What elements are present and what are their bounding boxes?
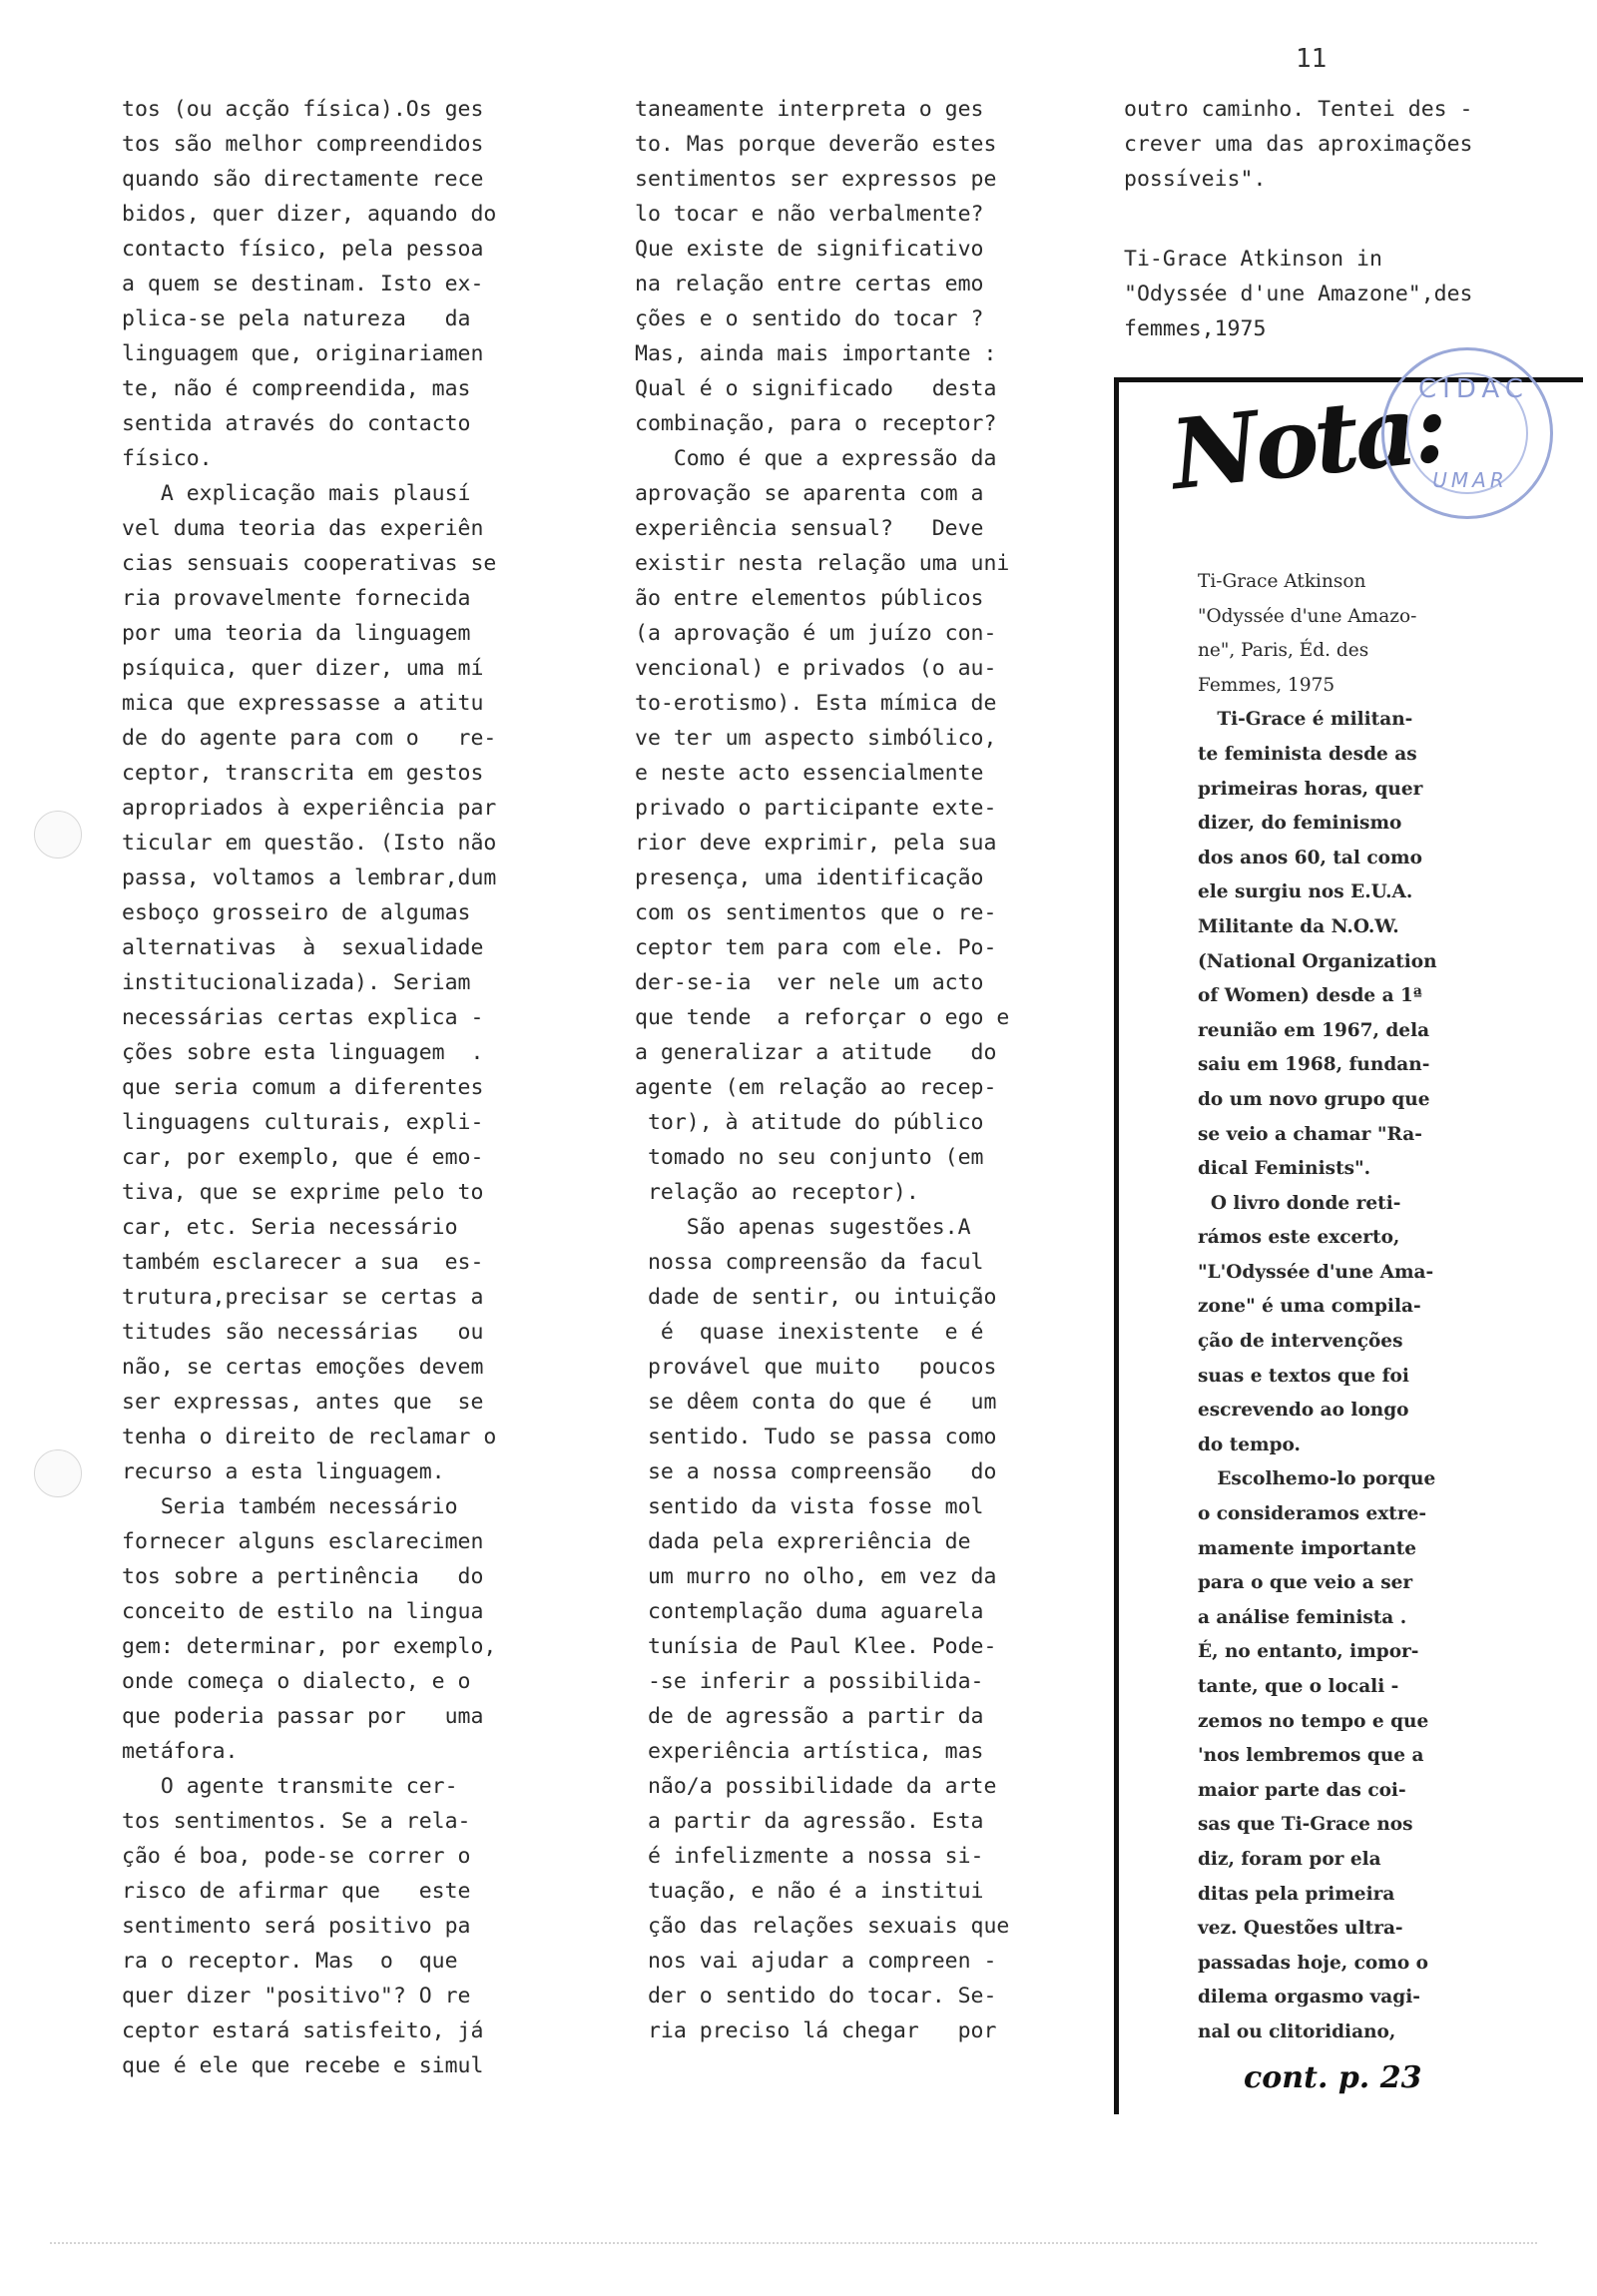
text-line: dade de sentir, ou intuição bbox=[635, 1285, 997, 1310]
text-line: Que existe de significativo bbox=[635, 237, 984, 262]
text-line: quando são directamente rece bbox=[122, 167, 484, 192]
text-line: vel duma teoria das experiên bbox=[122, 516, 484, 541]
text-line: vencional) e privados (o au- bbox=[635, 656, 997, 681]
text-line: Mas, ainda mais importante : bbox=[635, 341, 997, 366]
text-line: -se inferir a possibilida- bbox=[635, 1669, 984, 1694]
text-line: Seria também necessário bbox=[122, 1494, 458, 1519]
text-line: psíquica, quer dizer, uma mí bbox=[122, 656, 484, 681]
note-line: a análise feminista . bbox=[1198, 1606, 1407, 1628]
text-line: tunísia de Paul Klee. Pode- bbox=[635, 1634, 997, 1659]
citation-line: "Odyssée d'une Amazone",des bbox=[1124, 282, 1473, 306]
text-line: ção é boa, pode-se correr o bbox=[122, 1844, 471, 1869]
text-line: quer dizer "positivo"? O re bbox=[122, 1984, 471, 2009]
text-line: agente (em relação ao recep- bbox=[635, 1075, 997, 1100]
text-line: nos vai ajudar a compreen - bbox=[635, 1949, 997, 1974]
text-line: nossa compreensão da facul bbox=[635, 1250, 984, 1275]
text-line: que é ele que recebe e simul bbox=[122, 2053, 484, 2078]
text-line: mica que expressasse a atitu bbox=[122, 691, 484, 716]
text-line: ra o receptor. Mas o que bbox=[122, 1949, 458, 1974]
text-line: passa, voltamos a lembrar,dum bbox=[122, 865, 497, 890]
note-line: dizer, do feminismo bbox=[1198, 813, 1402, 835]
text-line: conceito de estilo na lingua bbox=[122, 1599, 484, 1624]
note-line: zone" é uma compila- bbox=[1198, 1296, 1421, 1318]
text-line: ve ter um aspecto simbólico, bbox=[635, 726, 997, 751]
note-line: ção de intervenções bbox=[1198, 1331, 1403, 1353]
text-line: com os sentimentos que o re- bbox=[635, 900, 997, 925]
text-line: tos sobre a pertinência do bbox=[122, 1564, 484, 1589]
stamp-text-bottom: UMAR bbox=[1432, 468, 1508, 492]
text-line: tos são melhor compreendidos bbox=[122, 132, 484, 157]
text-line: lo tocar e não verbalmente? bbox=[635, 202, 984, 227]
text-line: um murro no olho, em vez da bbox=[635, 1564, 997, 1589]
text-line: linguagens culturais, expli- bbox=[122, 1110, 484, 1135]
stamp-text-top: CIDAC bbox=[1418, 374, 1529, 404]
text-line: ceptor, transcrita em gestos bbox=[122, 761, 484, 786]
text-column-1 bbox=[122, 92, 531, 2083]
note-line: ne", Paris, Éd. des bbox=[1198, 640, 1369, 662]
text-line: na relação entre certas emo bbox=[635, 272, 984, 296]
text-line: a quem se destinam. Isto ex- bbox=[122, 272, 484, 296]
text-line: ceptor estará satisfeito, já bbox=[122, 2018, 484, 2043]
text-line: contemplação duma aguarela bbox=[635, 1599, 984, 1624]
text-line: (a aprovação é um juízo con- bbox=[635, 621, 997, 646]
note-line: tante, que o locali - bbox=[1198, 1676, 1399, 1697]
text-line: sentido da vista fosse mol bbox=[635, 1494, 984, 1519]
note-line: dical Feminists". bbox=[1198, 1158, 1371, 1180]
text-line: outro caminho. Tentei des - bbox=[1124, 97, 1473, 122]
text-line: bidos, quer dizer, aquando do bbox=[122, 202, 497, 227]
text-column-3 bbox=[1124, 92, 1523, 197]
text-line: trutura,precisar se certas a bbox=[122, 1285, 484, 1310]
citation-line: femmes,1975 bbox=[1124, 316, 1267, 341]
note-line: Ti-Grace Atkinson bbox=[1198, 571, 1366, 592]
text-line: crever uma das aproximações bbox=[1124, 132, 1473, 157]
note-line: sas que Ti-Grace nos bbox=[1198, 1814, 1413, 1836]
text-line: metáfora. bbox=[122, 1739, 239, 1764]
text-line: tuação, e não é a institui bbox=[635, 1879, 984, 1904]
text-line: O agente transmite cer- bbox=[122, 1774, 458, 1799]
note-line: saiu em 1968, fundan- bbox=[1198, 1054, 1430, 1076]
text-line: tomado no seu conjunto (em bbox=[635, 1145, 984, 1170]
note-body bbox=[1198, 565, 1437, 2050]
text-line: também esclarecer a sua es- bbox=[122, 1250, 484, 1275]
note-line: "Odyssée d'une Amazo- bbox=[1198, 605, 1417, 627]
note-line: reunião em 1967, dela bbox=[1198, 1019, 1430, 1041]
text-line: to. Mas porque deverão estes bbox=[635, 132, 997, 157]
text-line: São apenas sugestões.A bbox=[635, 1215, 971, 1240]
text-line: experiência artística, mas bbox=[635, 1739, 984, 1764]
text-line: te, não é compreendida, mas bbox=[122, 376, 471, 401]
text-line: titudes são necessárias ou bbox=[122, 1320, 484, 1345]
note-line: do tempo. bbox=[1198, 1434, 1301, 1455]
text-line: ções e o sentido do tocar ? bbox=[635, 306, 984, 331]
note-line: Militante da N.O.W. bbox=[1198, 915, 1399, 937]
text-line: de de agressão a partir da bbox=[635, 1704, 984, 1729]
text-line: experiência sensual? Deve bbox=[635, 516, 984, 541]
text-line: necessárias certas explica - bbox=[122, 1005, 484, 1030]
text-line: apropriados à experiência par bbox=[122, 796, 497, 821]
text-line: de do agente para com o re- bbox=[122, 726, 497, 751]
text-line: ria provavelmente fornecida bbox=[122, 586, 471, 611]
text-line: der-se-ia ver nele um acto bbox=[635, 970, 984, 995]
text-line: combinação, para o receptor? bbox=[635, 411, 997, 436]
citation-line: Ti-Grace Atkinson in bbox=[1124, 247, 1382, 272]
note-line: para o que veio a ser bbox=[1198, 1572, 1413, 1594]
punch-hole-bottom bbox=[34, 1449, 82, 1497]
note-line: dos anos 60, tal como bbox=[1198, 847, 1422, 868]
text-line: linguagem que, originariamen bbox=[122, 341, 484, 366]
text-line: cias sensuais cooperativas se bbox=[122, 551, 497, 576]
source-citation bbox=[1124, 242, 1473, 346]
text-line: presença, uma identificação bbox=[635, 865, 984, 890]
text-line: Qual é o significado desta bbox=[635, 376, 997, 401]
note-line: te feminista desde as bbox=[1198, 743, 1417, 765]
text-line: possíveis". bbox=[1124, 167, 1267, 192]
text-line: tiva, que se exprime pelo to bbox=[122, 1180, 484, 1205]
text-line: tos sentimentos. Se a rela- bbox=[122, 1809, 471, 1834]
note-line: (National Organization bbox=[1198, 950, 1437, 972]
note-line: É, no entanto, impor- bbox=[1198, 1641, 1419, 1663]
text-line: taneamente interpreta o ges bbox=[635, 97, 984, 122]
note-title: Nota: bbox=[1166, 370, 1450, 512]
note-line: se veio a chamar "Ra- bbox=[1198, 1123, 1422, 1145]
note-line: Escolhemo-lo porque bbox=[1198, 1468, 1436, 1490]
note-line: primeiras horas, quer bbox=[1198, 778, 1423, 800]
text-line: rior deve exprimir, pela sua bbox=[635, 831, 997, 856]
text-line: sentimento será positivo pa bbox=[122, 1914, 471, 1939]
text-line: alternativas à sexualidade bbox=[122, 935, 484, 960]
text-line: risco de afirmar que este bbox=[122, 1879, 471, 1904]
text-line: ticular em questão. (Isto não bbox=[122, 831, 497, 856]
text-line: se a nossa compreensão do bbox=[635, 1459, 997, 1484]
note-line: vez. Questões ultra- bbox=[1198, 1918, 1403, 1940]
text-line: provável que muito poucos bbox=[635, 1355, 997, 1380]
text-line: ção das relações sexuais que bbox=[635, 1914, 1010, 1939]
text-line: der o sentido do tocar. Se- bbox=[635, 1984, 997, 2009]
text-line: Como é que a expressão da bbox=[635, 446, 997, 471]
note-line: mamente importante bbox=[1198, 1537, 1417, 1559]
text-line: ão entre elementos públicos bbox=[635, 586, 984, 611]
text-line: privado o participante exte- bbox=[635, 796, 997, 821]
note-line: do um novo grupo que bbox=[1198, 1088, 1430, 1110]
text-line: sentida através do contacto bbox=[122, 411, 471, 436]
text-line: contacto físico, pela pessoa bbox=[122, 237, 484, 262]
continuation-note: cont. p. 23 bbox=[1244, 2060, 1422, 2095]
text-line: recurso a esta linguagem. bbox=[122, 1459, 445, 1484]
text-line: e neste acto essencialmente bbox=[635, 761, 984, 786]
text-line: fornecer alguns esclarecimen bbox=[122, 1529, 484, 1554]
text-line: a generalizar a atitude do bbox=[635, 1040, 997, 1065]
text-line: ser expressas, antes que se bbox=[122, 1390, 484, 1415]
text-line: tos (ou acção física).Os ges bbox=[122, 97, 484, 122]
text-line: tor), à atitude do público bbox=[635, 1110, 984, 1135]
text-line: esboço grosseiro de algumas bbox=[122, 900, 471, 925]
library-stamp bbox=[1381, 347, 1553, 519]
note-line: zemos no tempo e que bbox=[1198, 1710, 1429, 1732]
note-line: escrevendo ao longo bbox=[1198, 1400, 1409, 1422]
note-line: dilema orgasmo vagi- bbox=[1198, 1987, 1420, 2009]
note-line: O livro donde reti- bbox=[1198, 1192, 1401, 1214]
text-line: gem: determinar, por exemplo, bbox=[122, 1634, 497, 1659]
text-line: por uma teoria da linguagem bbox=[122, 621, 471, 646]
page-number: 11 bbox=[1296, 44, 1328, 74]
note-line: maior parte das coi- bbox=[1198, 1779, 1406, 1801]
text-line: é infelizmente a nossa si- bbox=[635, 1844, 984, 1869]
note-line: passadas hoje, como o bbox=[1198, 1952, 1428, 1974]
text-line: que seria comum a diferentes bbox=[122, 1075, 484, 1100]
note-line: rámos este excerto, bbox=[1198, 1227, 1400, 1249]
text-line: tenha o direito de reclamar o bbox=[122, 1425, 497, 1449]
text-line: to-erotismo). Esta mímica de bbox=[635, 691, 997, 716]
text-line: sentimentos ser expressos pe bbox=[635, 167, 997, 192]
note-line: suas e textos que foi bbox=[1198, 1365, 1409, 1387]
text-line: dada pela expreriência de bbox=[635, 1529, 971, 1554]
text-column-2 bbox=[635, 92, 1044, 2048]
text-line: car, por exemplo, que é emo- bbox=[122, 1145, 484, 1170]
text-line: existir nesta relação uma uni bbox=[635, 551, 1010, 576]
text-line: car, etc. Seria necessário bbox=[122, 1215, 458, 1240]
note-line: "L'Odyssée d'une Ama- bbox=[1198, 1261, 1434, 1283]
note-line: Femmes, 1975 bbox=[1198, 674, 1335, 696]
text-line: não/a possibilidade da arte bbox=[635, 1774, 997, 1799]
note-line: ele surgiu nos E.U.A. bbox=[1198, 881, 1413, 903]
text-line: a partir da agressão. Esta bbox=[635, 1809, 984, 1834]
note-line: 'nos lembremos que a bbox=[1198, 1745, 1424, 1767]
note-line: diz, foram por ela bbox=[1198, 1848, 1381, 1870]
note-line: ditas pela primeira bbox=[1198, 1883, 1395, 1905]
text-line: onde começa o dialecto, e o bbox=[122, 1669, 471, 1694]
text-line: sentido. Tudo se passa como bbox=[635, 1425, 997, 1449]
text-line: é quase inexistente e é bbox=[635, 1320, 984, 1345]
note-line: Ti-Grace é militan- bbox=[1198, 709, 1413, 731]
punch-hole-top bbox=[34, 811, 82, 859]
text-line: físico. bbox=[122, 446, 213, 471]
text-line: ceptor tem para com ele. Po- bbox=[635, 935, 997, 960]
text-line: que tende a reforçar o ego e bbox=[635, 1005, 1010, 1030]
text-line: que poderia passar por uma bbox=[122, 1704, 484, 1729]
text-line: relação ao receptor). bbox=[635, 1180, 919, 1205]
note-line: nal ou clitoridiano, bbox=[1198, 2020, 1396, 2042]
note-line: of Women) desde a 1ª bbox=[1198, 985, 1422, 1007]
text-line: não, se certas emoções devem bbox=[122, 1355, 484, 1380]
text-line: A explicação mais plausí bbox=[122, 481, 471, 506]
text-line: aprovação se aparenta com a bbox=[635, 481, 984, 506]
footer-rule bbox=[50, 2242, 1537, 2244]
text-line: institucionalizada). Seriam bbox=[122, 970, 471, 995]
note-line: o consideramos extre- bbox=[1198, 1503, 1427, 1525]
text-line: ria preciso lá chegar por bbox=[635, 2018, 997, 2043]
text-line: se dêem conta do que é um bbox=[635, 1390, 997, 1415]
text-line: ções sobre esta linguagem . bbox=[122, 1040, 484, 1065]
text-line: plica-se pela natureza da bbox=[122, 306, 471, 331]
